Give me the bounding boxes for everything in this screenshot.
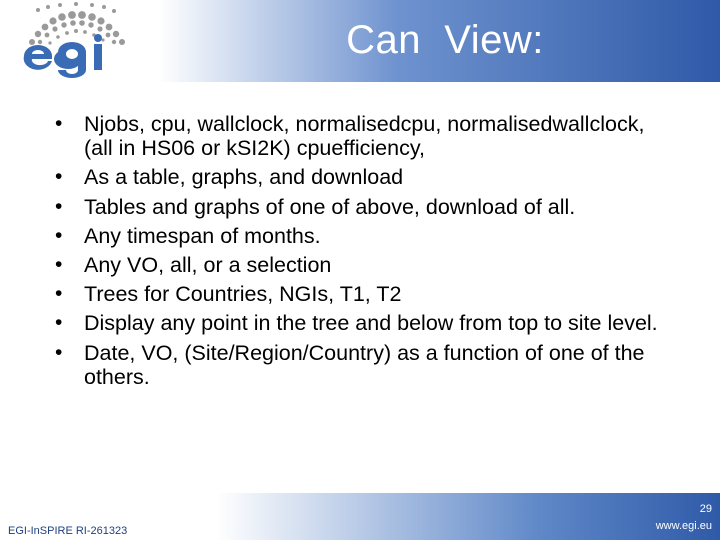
slide-header	[0, 0, 720, 82]
website-link[interactable]: www.egi.eu	[655, 520, 712, 532]
logo-dots-icon	[29, 2, 125, 45]
logo-letters-icon	[24, 34, 102, 78]
footer-right	[656, 501, 712, 535]
bullet-item: • Display any point in the tree and below from top to site level.	[55, 311, 675, 335]
bullet-item: • Any timespan of months.	[55, 224, 675, 248]
slide-footer	[0, 493, 720, 540]
egi-logo	[18, 2, 128, 78]
bullet-item: • Any VO, all, or a selection	[55, 253, 675, 277]
page-number: 29	[699, 503, 712, 515]
bullet-item: • Trees for Countries, NGIs, T1, T2	[55, 282, 675, 306]
slide-title: Can View:	[346, 18, 544, 62]
bullet-list	[55, 112, 675, 389]
project-id: EGI-InSPIRE RI-261323	[8, 525, 128, 537]
bullet-item: • As a table, graphs, and download	[55, 165, 675, 189]
bullet-item: • Tables and graphs of one of above, download of all.	[55, 195, 675, 219]
slide-body	[55, 112, 675, 394]
bullet-item: • Njobs, cpu, wallclock, normalisedcpu, normalisedwallclock, (all in HS06 or kSI2K) cpuefficiency,	[55, 112, 675, 160]
bullet-item: • Date, VO, (Site/Region/Country) as a function of one of the others.	[55, 341, 675, 389]
